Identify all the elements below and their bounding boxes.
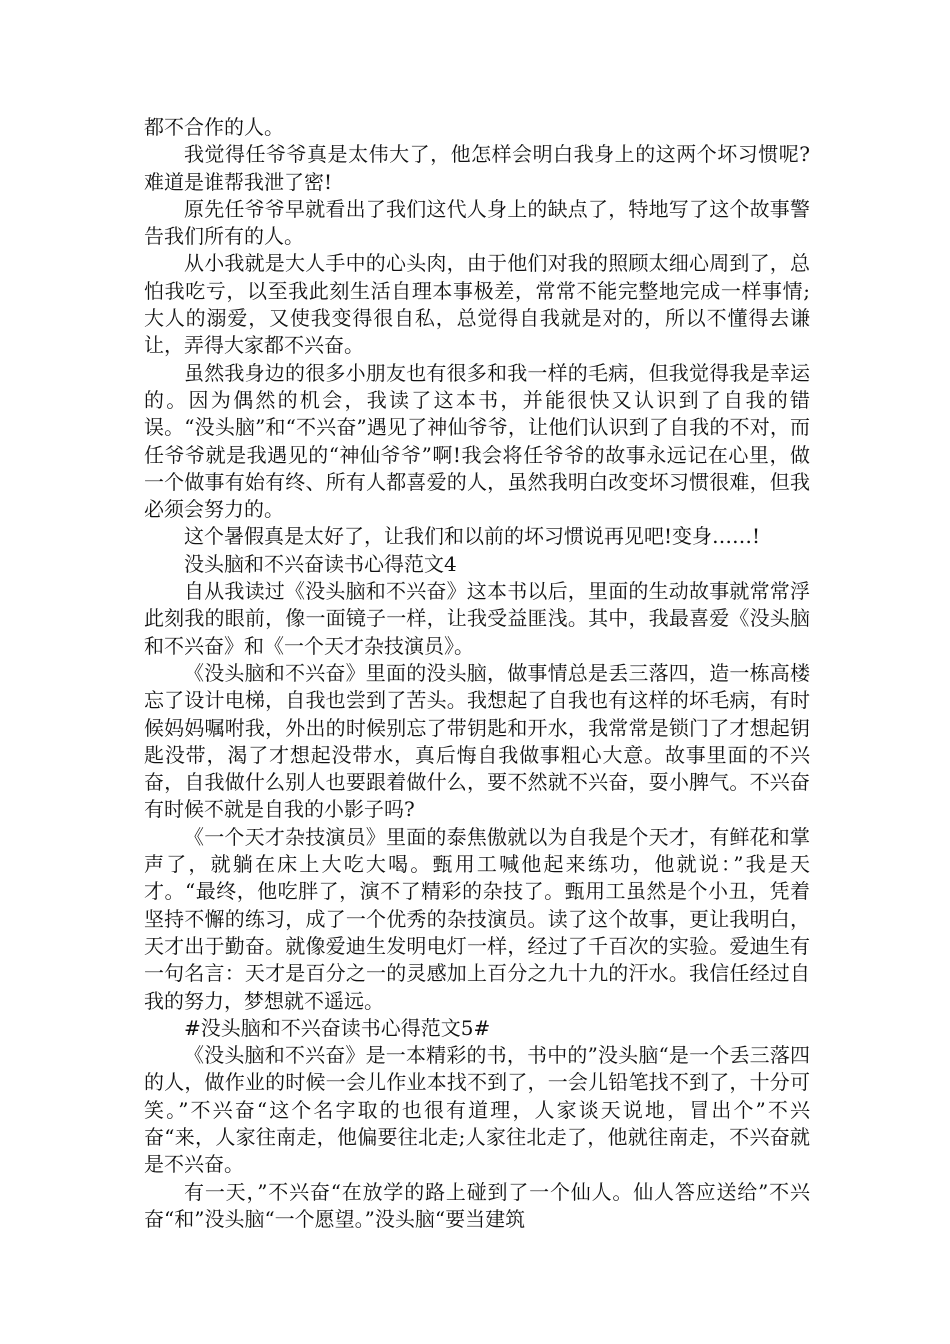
paragraph: 有一天，”不兴奋“在放学的路上碰到了一个仙人。仙人答应送给”不兴奋“和”没头脑“一个愿望。”没头脑“要当建筑: [144, 1179, 810, 1231]
paragraph: 都不合作的人。: [144, 115, 284, 139]
paragraph: 《没头脑和不兴奋》是一本精彩的书，书中的”没头脑“是一个丢三落四的人，做作业的时候一会儿作业本找不到了，一会儿铅笔找不到了，十分可笑。”不兴奋“这个名字取的也很有道理，人家谈天说地，冒出个”不兴奋“来，人家往南走，他偏要往北走;人家往北走了，他就往南走，不兴奋就是不兴奋。: [144, 1043, 810, 1177]
section-heading: #没头脑和不兴奋读书心得范文5#: [184, 1015, 491, 1040]
paragraph: 自从我读过《没头脑和不兴奋》这本书以后，里面的生动故事就常常浮此刻我的眼前，像一面镜子一样，让我受益匪浅。其中，我最喜爱《没头脑和不兴奋》和《一个天才杂技演员》。: [144, 579, 810, 658]
document-body: [144, 114, 810, 1233]
paragraph: 《没头脑和不兴奋》里面的没头脑，做事情总是丢三落四，造一栋高楼忘了设计电梯，自我也尝到了苦头。我想起了自我也有这样的坏毛病，有时候妈妈嘱咐我，外出的时候别忘了带钥匙和开水，我常常是锁门了才想起钥匙没带，渴了才想起没带水，真后悔自我做事粗心大意。故事里面的不兴奋，自我做什么别人也要跟着做什么，要不然就不兴奋，耍小脾气。不兴奋有时候不就是自我的小影子吗?: [144, 660, 810, 822]
paragraph: 原先任爷爷早就看出了我们这代人身上的缺点了，特地写了这个故事警告我们所有的人。: [144, 196, 810, 249]
paragraph: 《一个天才杂技演员》里面的泰焦傲就以为自我是个天才，有鲜花和掌声了，就躺在床上大吃大喝。甄用工喊他起来练功，他就说：”我是天才。“最终，他吃胖了，演不了精彩的杂技了。甄用工虽然是个小丑，凭着坚持不懈的练习，成了一个优秀的杂技演员。读了这个故事，更让我明白，天才出于勤奋。就像爱迪生发明电灯一样，经过了千百次的实验。爱迪生有一句名言：天才是百分之一的灵感加上百分之九十九的汗水。我信任经过自我的努力，梦想就不遥远。: [144, 824, 810, 1013]
paragraph: 这个暑假真是太好了，让我们和以前的坏习惯说再见吧!变身……!: [184, 524, 761, 549]
paragraph: 我觉得任爷爷真是太伟大了，他怎样会明白我身上的这两个坏习惯呢?难道是谁帮我泄了密!: [144, 142, 810, 194]
paragraph: 从小我就是大人手中的心头肉，由于他们对我的照顾太细心周到了，总怕我吃亏，以至我此刻生活自理本事极差，常常不能完整地完成一样事情;大人的溺爱，又使我变得很自私，总觉得自我就是对的，所以不懂得去谦让，弄得大家都不兴奋。: [144, 251, 810, 358]
paragraph: 虽然我身边的很多小朋友也有很多和我一样的毛病，但我觉得我是幸运的。因为偶然的机会，我读了这本书，并能很快又认识到了自我的错误。“没头脑”和“不兴奋”遇见了神仙爷爷，让他们认识到了自我的不对，而任爷爷就是我遇见的“神仙爷爷”啊!我会将任爷爷的故事永远记在心里，做一个做事有始有终、所有人都喜爱的人，虽然我明白改变坏习惯很难，但我必须会努力的。: [144, 360, 810, 522]
section-heading: 没头脑和不兴奋读书心得范文4: [184, 551, 457, 576]
